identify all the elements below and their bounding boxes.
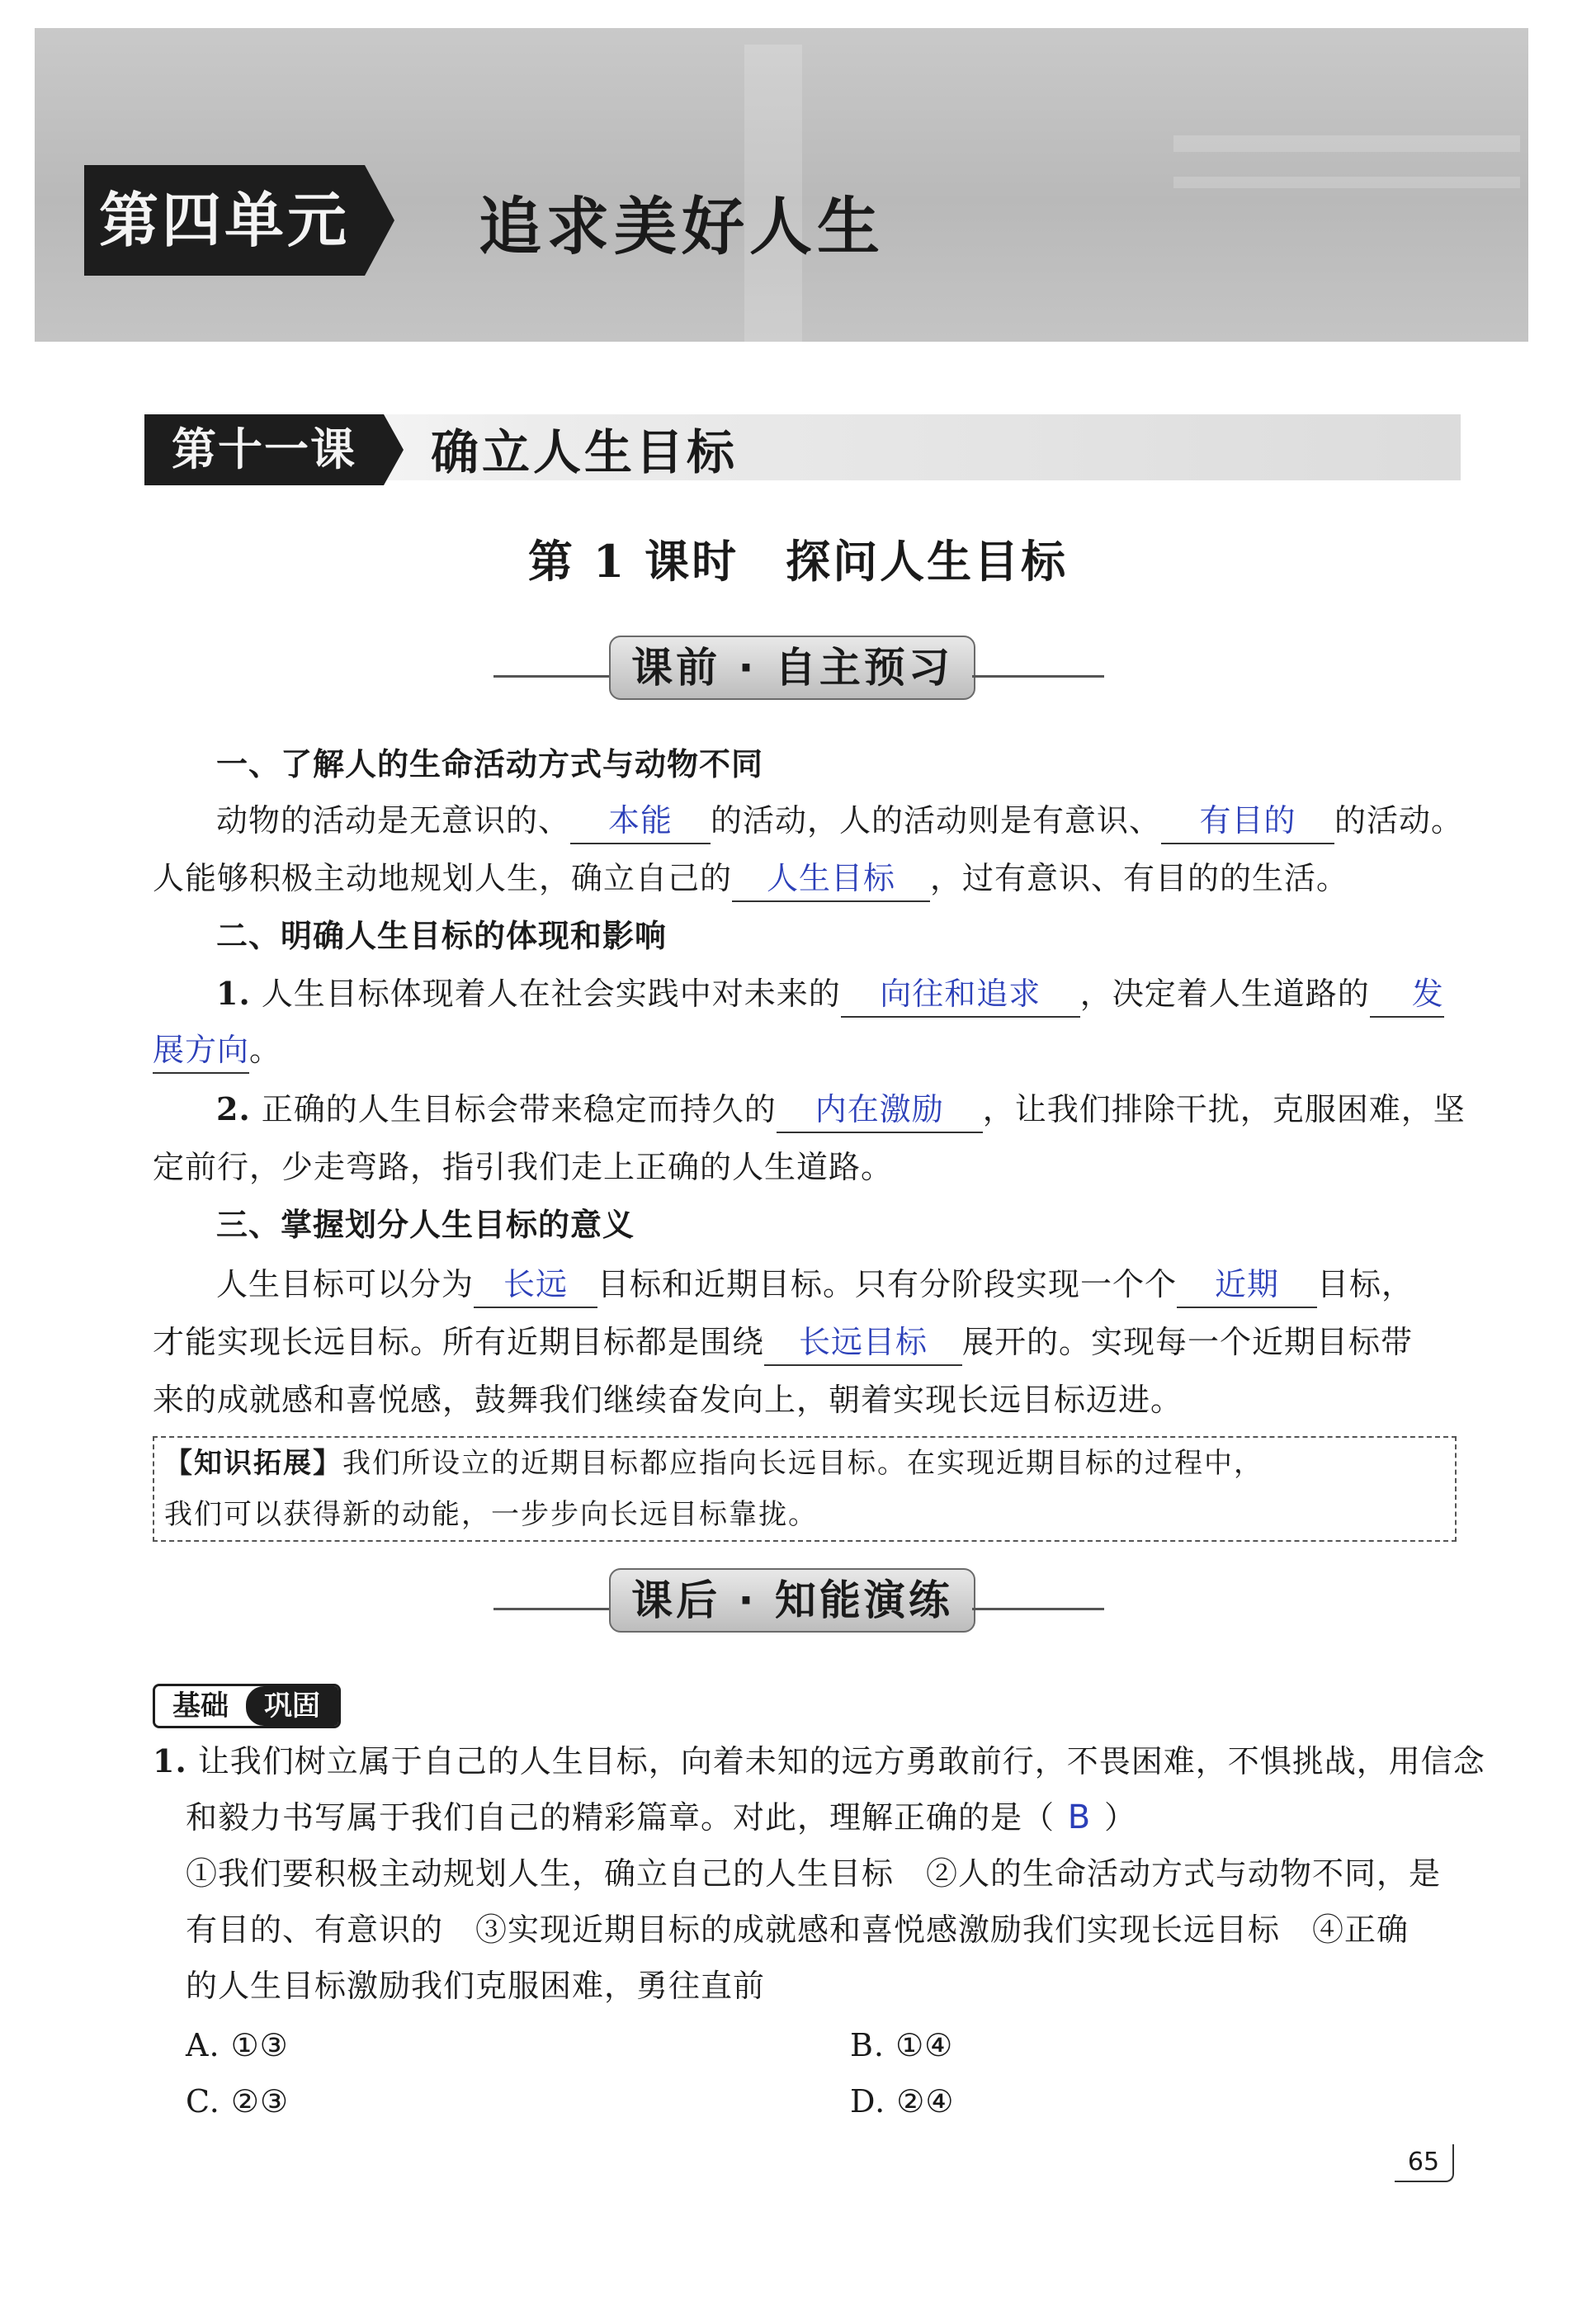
text: 让我们树立属于自己的人生目标，向着未知的远方勇敢前行，不畏困难，不惧挑战，用信念	[197, 1743, 1485, 1779]
text: ，让我们排除干扰，克服困难，坚	[982, 1091, 1466, 1127]
text: 动物的活动是无意识的、	[216, 802, 571, 839]
option-c: C. ②③	[186, 2083, 290, 2120]
part3-heading: 三、掌握划分人生目标的意义	[216, 1207, 635, 1243]
text: ，过有意识、有目的的生活。	[930, 860, 1349, 896]
option-d: D. ②④	[850, 2083, 955, 2120]
part2-q1-line2	[153, 1022, 281, 1078]
basic-tag-right: 巩固	[246, 1686, 338, 1726]
text: 。	[249, 1032, 282, 1068]
lesson-title: 确立人生目标	[431, 424, 739, 480]
text: 人生目标体现着人在社会实践中对未来的	[261, 976, 841, 1012]
question1-line5: 的人生目标激励我们克服困难，勇往直前	[186, 1968, 766, 2004]
part2-q1-line1	[216, 966, 1444, 1022]
basic-tag-left: 基础	[155, 1686, 246, 1726]
unit-tag-arrow	[365, 165, 394, 276]
page-number: 65	[1395, 2144, 1454, 2182]
section-header-practice: 课后 · 知能演练	[609, 1568, 975, 1633]
banner-texture	[1173, 135, 1520, 152]
question1-line2	[186, 1789, 1136, 1845]
question1-line1	[153, 1733, 1485, 1789]
text: 和毅力书写属于我们自己的精彩篇章。对此，理解正确的是（	[186, 1799, 1055, 1836]
question-number: 1.	[153, 1742, 187, 1779]
fill-blank: 长远	[474, 1262, 597, 1308]
banner-texture	[1173, 177, 1520, 188]
fill-blank: 人生目标	[732, 856, 930, 902]
text: ）	[1104, 1799, 1137, 1836]
fill-blank: 长远目标	[764, 1320, 962, 1366]
section-header-preview: 课前 · 自主预习	[609, 636, 975, 700]
text: 目标和近期目标。只有分阶段实现一个个	[597, 1266, 1178, 1302]
fill-blank: 向往和追求	[841, 971, 1080, 1018]
tip-line2: 我们可以获得新的动能，一步步向长远目标靠拢。	[164, 1498, 818, 1531]
item-number: 1.	[216, 975, 251, 1012]
section-divider-line	[493, 1608, 609, 1610]
question1-line4: 有目的、有意识的 ③实现近期目标的成就感和喜悦感激励我们实现长远目标 ④正确	[186, 1912, 1409, 1948]
part2-heading: 二、明确人生目标的体现和影响	[216, 918, 668, 954]
question1-line3: ①我们要积极主动规划人生，确立自己的人生目标 ②人的生命活动方式与动物不同，是	[186, 1855, 1442, 1892]
text: 展开的。实现每一个近期目标带	[962, 1324, 1414, 1360]
tip-line1	[164, 1438, 1445, 1489]
fill-blank: 本能	[570, 798, 711, 844]
period-title: 第 1 课时 探问人生目标	[527, 535, 1069, 588]
text: 才能实现长远目标。所有近期目标都是围绕	[153, 1324, 765, 1360]
text: 人能够积极主动地规划人生，确立自己的	[153, 860, 733, 896]
lesson-tag: 第十一课	[144, 414, 384, 485]
answer-mark: B	[1067, 1798, 1092, 1836]
part3-line2	[153, 1314, 1413, 1370]
fill-blank: 有目的	[1161, 798, 1334, 844]
part3-line1	[216, 1256, 1414, 1312]
part2-q2-line2: 定前行，少走弯路，指引我们走上正确的人生道路。	[153, 1149, 894, 1185]
item-number: 2.	[216, 1090, 251, 1127]
fill-blank: 内在激励	[777, 1087, 983, 1133]
option-b: B. ①④	[850, 2027, 954, 2063]
tip-text: 我们所设立的近期目标都应指向长远目标。在实现近期目标的过程中，	[342, 1447, 1263, 1480]
lesson-tag-arrow	[384, 414, 404, 485]
part1-line1	[216, 792, 1463, 848]
text: 的活动。	[1334, 802, 1464, 839]
section-divider-line	[972, 675, 1104, 678]
knowledge-extension-box	[153, 1436, 1457, 1542]
part3-line3: 来的成就感和喜悦感，鼓舞我们继续奋发向上，朝着实现长远目标迈进。	[153, 1382, 1183, 1418]
part1-heading: 一、了解人的生命活动方式与动物不同	[216, 746, 764, 782]
unit-title: 追求美好人生	[479, 190, 885, 263]
fill-blank: 展方向	[153, 1028, 249, 1074]
text: 的活动，人的活动则是有意识、	[711, 802, 1162, 839]
section-divider-line	[972, 1608, 1104, 1610]
text: ，决定着人生道路的	[1079, 976, 1370, 1012]
text: 正确的人生目标会带来稳定而持久的	[261, 1091, 777, 1127]
option-a: A. ①③	[186, 2027, 289, 2063]
section-divider-line	[493, 675, 609, 678]
fill-blank: 发	[1370, 971, 1444, 1018]
unit-tag: 第四单元	[84, 165, 365, 276]
fill-blank: 近期	[1177, 1262, 1317, 1308]
part1-line2	[153, 850, 1348, 906]
text: 人生目标可以分为	[216, 1266, 475, 1302]
part2-q2-line1	[216, 1081, 1466, 1137]
basic-consolidation-tag	[153, 1684, 341, 1728]
tip-label: 【知识拓展】	[164, 1447, 342, 1480]
text: 目标，	[1317, 1266, 1414, 1302]
